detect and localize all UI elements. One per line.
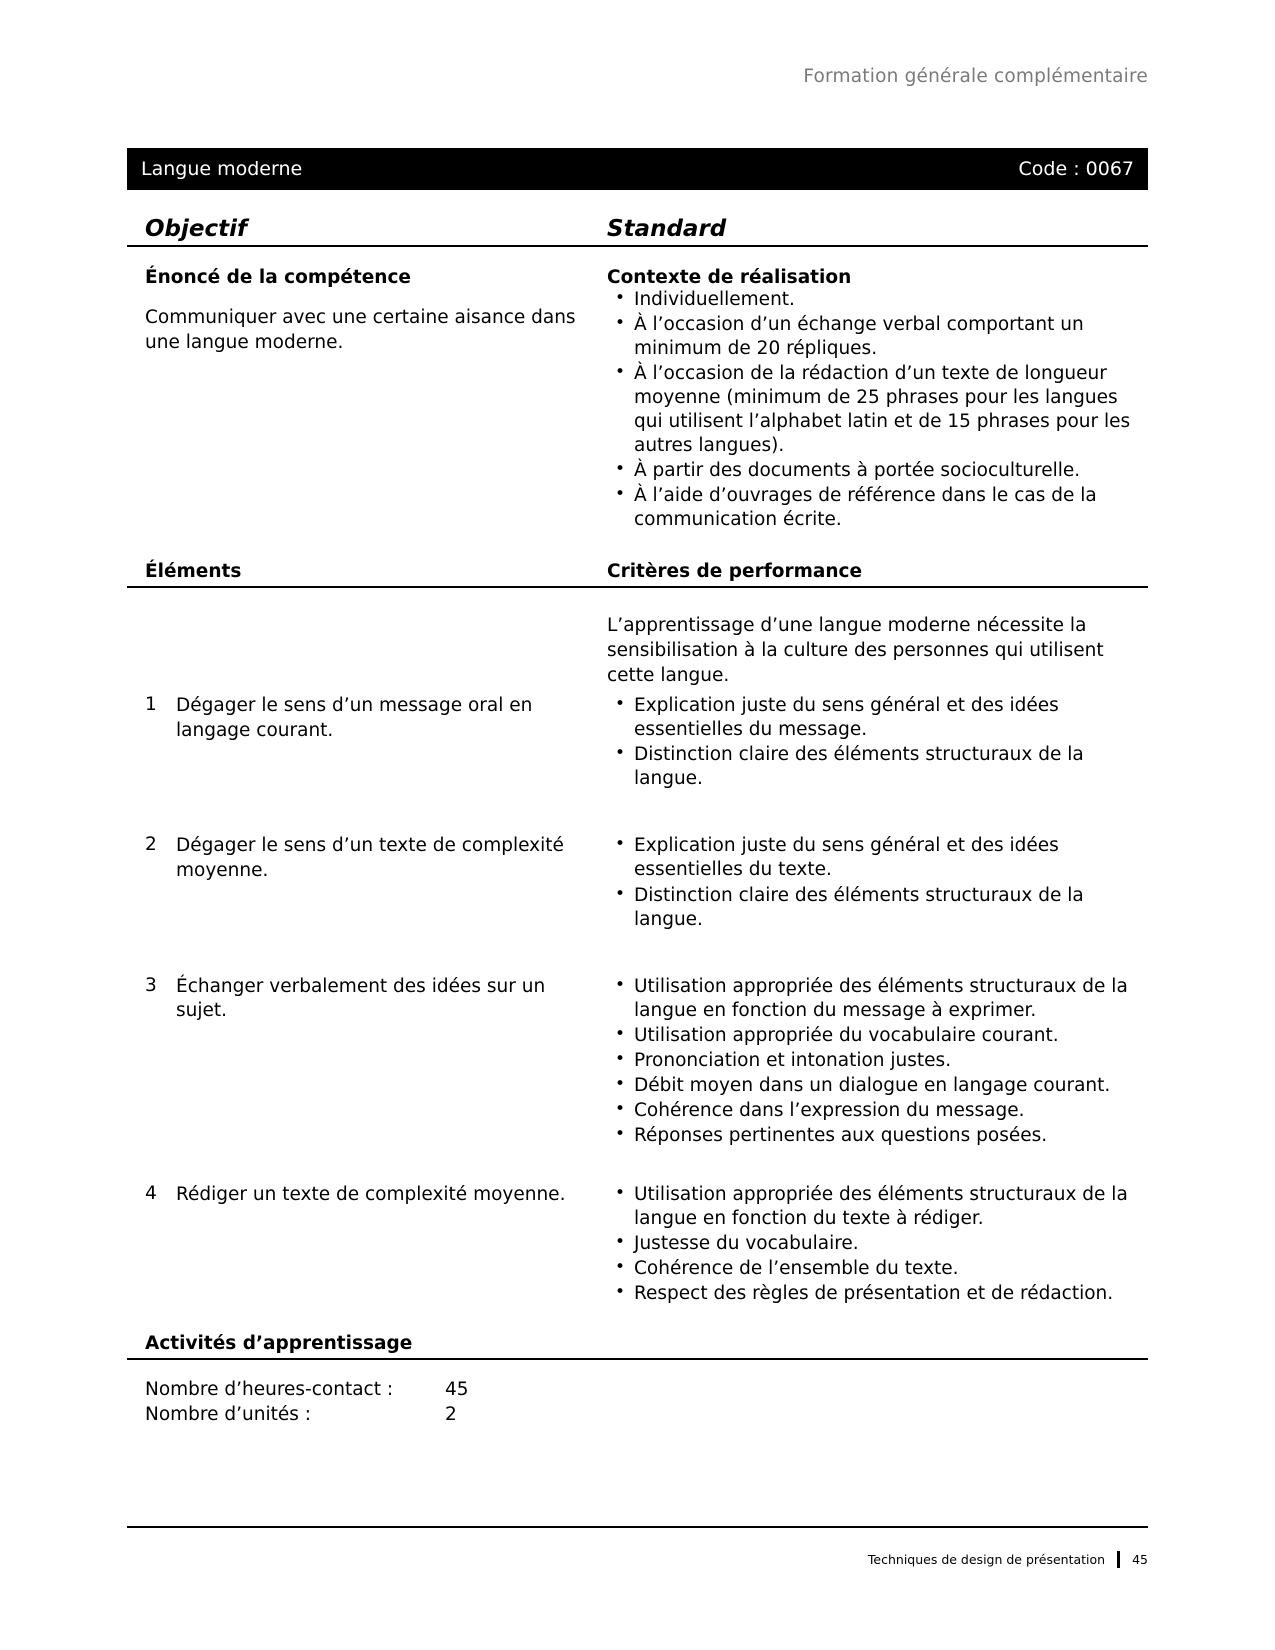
column-headers bbox=[127, 216, 1148, 247]
footer-divider bbox=[127, 1526, 1148, 1528]
footer-separator bbox=[1117, 1551, 1120, 1568]
criteres-header-cell bbox=[607, 561, 1148, 582]
document-content bbox=[127, 148, 1148, 1428]
list-item: • À l’occasion d’un échange verbal comportant un minimum de 20 répliques. bbox=[607, 313, 1148, 361]
activites-body bbox=[127, 1378, 1148, 1428]
elements-criteres-body bbox=[127, 592, 1148, 1307]
list-item: • Distinction claire des éléments structuraux de la langue. bbox=[607, 743, 1148, 791]
activites-line bbox=[145, 1378, 1148, 1403]
list-item: • Individuellement. bbox=[607, 288, 1148, 312]
competence-label: Énoncé de la compétence bbox=[145, 267, 411, 288]
criteres-cell bbox=[607, 694, 1148, 792]
course-name: Langue moderne bbox=[141, 158, 303, 180]
contexte-cell bbox=[607, 267, 1148, 533]
list-item: • Cohérence dans l’expression du message. bbox=[607, 1099, 1148, 1123]
competence-cell bbox=[127, 267, 607, 533]
intro-note-left bbox=[127, 614, 607, 690]
criteres-list bbox=[607, 694, 1148, 791]
element-text: Échanger verbalement des idées sur un sujet. bbox=[176, 975, 546, 1022]
activites-hours-label: Nombre d’heures-contact : bbox=[145, 1379, 394, 1401]
criteres-list bbox=[607, 975, 1148, 1148]
element-cell bbox=[127, 975, 607, 1149]
criteres-cell bbox=[607, 834, 1148, 932]
element-number: 2 bbox=[145, 834, 157, 856]
list-item: • Respect des règles de présentation et de rédaction. bbox=[607, 1282, 1148, 1306]
page-number: 45 bbox=[1132, 1552, 1148, 1567]
activites-header bbox=[127, 1333, 1148, 1360]
elements-criteres-headers bbox=[127, 561, 1148, 588]
activites-hours-value: 45 bbox=[445, 1379, 469, 1401]
element-cell bbox=[127, 1183, 607, 1307]
element-text: Dégager le sens d’un message oral en langage courant. bbox=[176, 695, 533, 741]
table-row bbox=[127, 694, 1148, 792]
contexte-bullet-list bbox=[607, 288, 1148, 532]
intro-note-cell bbox=[607, 614, 1148, 690]
criteres-list bbox=[607, 1183, 1148, 1306]
list-item: • Cohérence de l’ensemble du texte. bbox=[607, 1257, 1148, 1281]
list-item: • Utilisation appropriée du vocabulaire courant. bbox=[607, 1024, 1148, 1048]
column-header-objectif: Objectif bbox=[145, 216, 248, 242]
column-header-standard-cell bbox=[607, 216, 1148, 242]
list-item: • À l’occasion de la rédaction d’un texte de longueur moyenne (minimum de 25 phrases pour les langues qui utilisent l’alphabet latin et de 15 phrases pour les autres langues). bbox=[607, 362, 1148, 458]
competence-text: Communiquer avec une certaine aisance dans une langue moderne. bbox=[145, 307, 576, 353]
elements-label: Éléments bbox=[145, 561, 242, 583]
activites-units-label: Nombre d’unités : bbox=[145, 1404, 311, 1426]
list-item: • Explication juste du sens général et des idées essentielles du texte. bbox=[607, 834, 1148, 882]
element-text: Dégager le sens d’un texte de complexité moyenne. bbox=[176, 835, 564, 882]
contexte-label: Contexte de réalisation bbox=[607, 267, 852, 288]
element-number: 1 bbox=[145, 694, 157, 716]
page-footer bbox=[868, 1551, 1148, 1568]
column-header-standard: Standard bbox=[607, 216, 727, 242]
column-header-objectif-cell bbox=[127, 216, 607, 242]
criteres-label: Critères de performance bbox=[607, 561, 863, 583]
list-item: • Explication juste du sens général et des idées essentielles du message. bbox=[607, 694, 1148, 742]
list-item: • Réponses pertinentes aux questions posées. bbox=[607, 1124, 1148, 1148]
list-item: • Distinction claire des éléments structuraux de la langue. bbox=[607, 884, 1148, 932]
criteres-cell bbox=[607, 975, 1148, 1149]
list-item: • Prononciation et intonation justes. bbox=[607, 1049, 1148, 1073]
list-item: • Utilisation appropriée des éléments structuraux de la langue en fonction du message à exprimer. bbox=[607, 975, 1148, 1023]
activites-line bbox=[145, 1403, 1148, 1428]
intro-note-text: L’apprentissage d’une langue moderne nécessite la sensibilisation à la culture des personnes qui utilisent cette langue. bbox=[607, 615, 1104, 686]
competence-context-row bbox=[127, 267, 1148, 533]
element-number: 3 bbox=[145, 974, 157, 996]
criteres-list bbox=[607, 834, 1148, 931]
element-cell bbox=[127, 834, 607, 932]
course-title-bar bbox=[127, 148, 1148, 190]
criteres-cell bbox=[607, 1183, 1148, 1307]
table-row bbox=[127, 975, 1148, 1149]
list-item: • À partir des documents à portée socioculturelle. bbox=[607, 459, 1148, 483]
element-number: 4 bbox=[145, 1182, 157, 1204]
element-text: Rédiger un texte de complexité moyenne. bbox=[176, 1183, 566, 1205]
list-item: • Utilisation appropriée des éléments structuraux de la langue en fonction du texte à rédiger. bbox=[607, 1183, 1148, 1231]
list-item: • À l’aide d’ouvrages de référence dans le cas de la communication écrite. bbox=[607, 484, 1148, 532]
footer-program: Techniques de design de présentation bbox=[867, 1552, 1106, 1567]
elements-header-cell bbox=[127, 561, 607, 582]
intro-note-row bbox=[127, 614, 1148, 690]
table-row bbox=[127, 834, 1148, 932]
list-item: • Justesse du vocabulaire. bbox=[607, 1232, 1148, 1256]
element-cell bbox=[127, 694, 607, 792]
activites-units-value: 2 bbox=[445, 1404, 457, 1426]
course-code: Code : 0067 bbox=[1018, 158, 1134, 180]
running-header: Formation générale complémentaire bbox=[803, 66, 1148, 87]
list-item: • Débit moyen dans un dialogue en langage courant. bbox=[607, 1074, 1148, 1098]
table-row bbox=[127, 1183, 1148, 1307]
activites-label: Activités d’apprentissage bbox=[145, 1333, 413, 1355]
